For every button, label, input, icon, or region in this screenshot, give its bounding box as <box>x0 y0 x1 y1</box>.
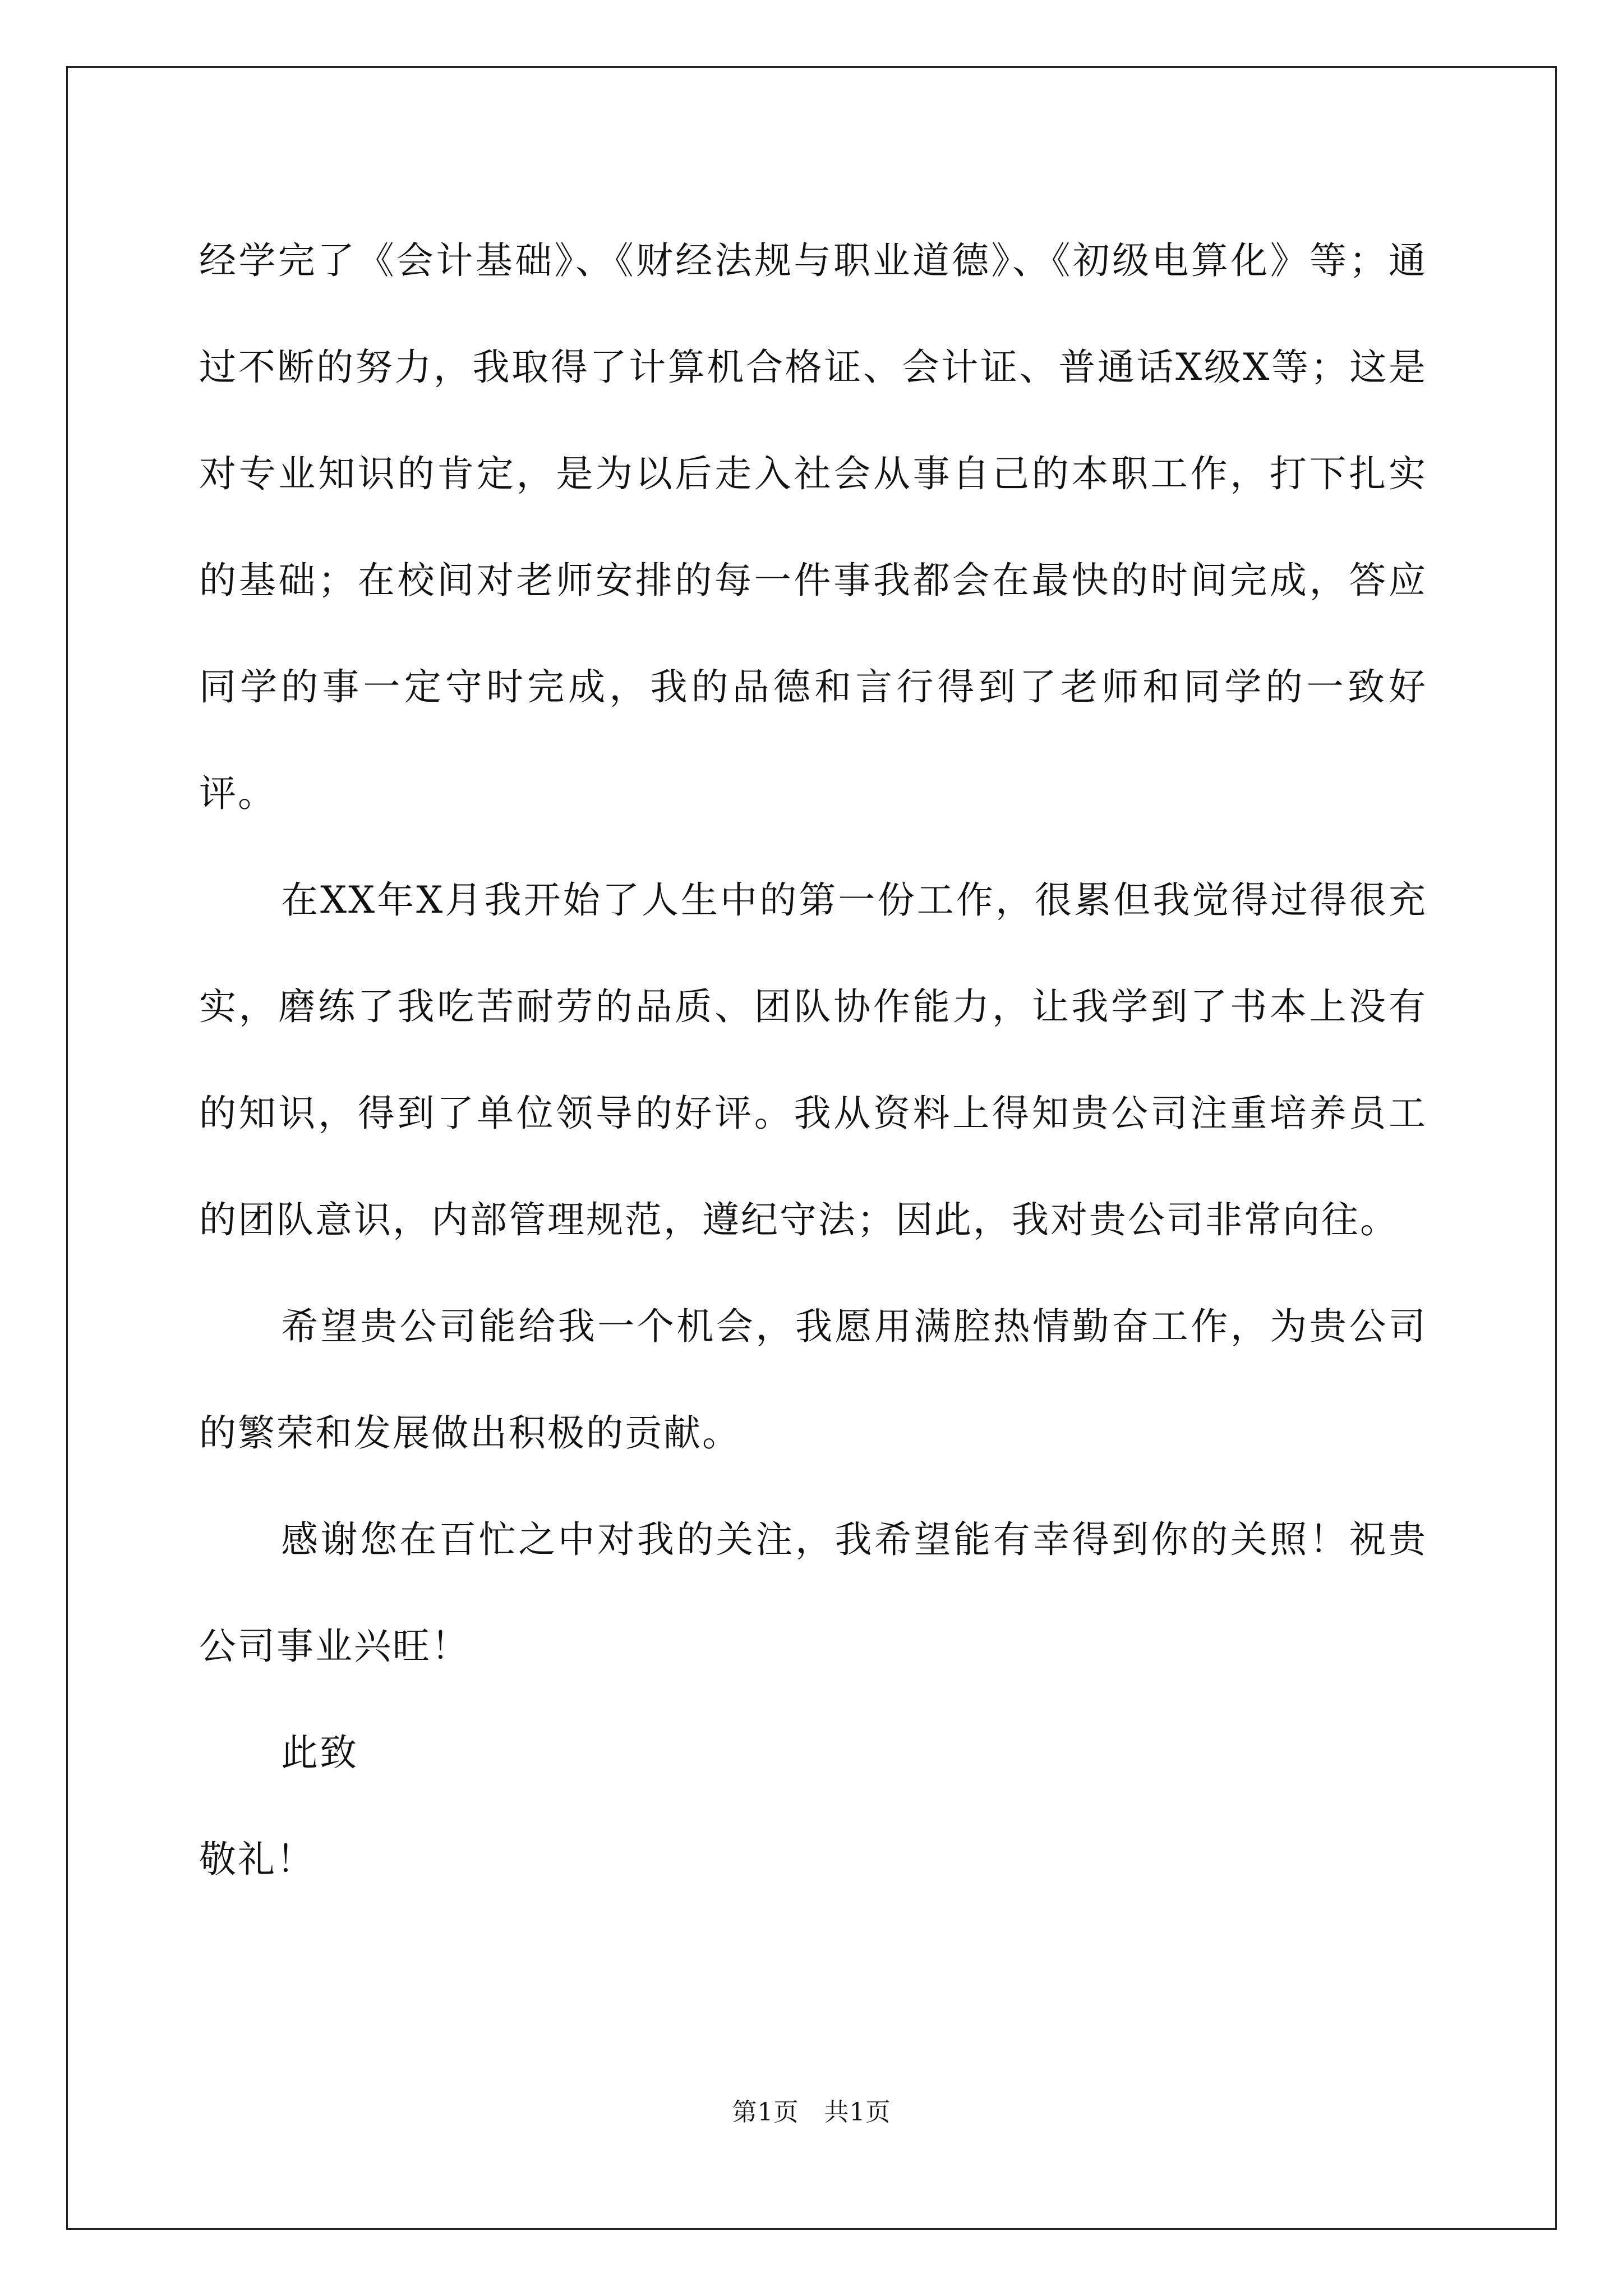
page-number: 第1页 <box>732 2098 799 2127</box>
letter-body <box>199 208 1427 1913</box>
page-footer <box>0 2096 1623 2129</box>
salutation-text: 敬礼！ <box>199 1838 315 1881</box>
page-total: 共1页 <box>824 2098 891 2127</box>
paragraph-work-experience: 在XX年X月我开始了人生中的第一份工作，很累但我觉得过得很充实，磨练了我吃苦耐劳的品质、团队协作能力，让我学到了书本上没有的知识，得到了单位领导的好评。我从资料上得知贵公司注重培养员工的团队意识，内部管理规范，遵纪守法；因此，我对贵公司非常向往。 <box>199 878 1427 1241</box>
closing-text: 此致 <box>281 1731 358 1774</box>
paragraph-thanks: 感谢您在百忙之中对我的关注，我希望能有幸得到你的关照！祝贵公司事业兴旺！ <box>199 1518 1427 1668</box>
paragraph-education: 经学完了《会计基础》、《财经法规与职业道德》、《初级电算化》等；通过不断的努力，我取得了计算机合格证、会计证、普通话X级X等；这是对专业知识的肯定，是为以后走入社会从事自己的本职工作，打下扎实的基础；在校间对老师安排的每一件事我都会在最快的时间完成，答应同学的事一定守时完成，我的品德和言行得到了老师和同学的一致好评。 <box>199 239 1427 815</box>
paragraph-hope: 希望贵公司能给我一个机会，我愿用满腔热情勤奋工作，为贵公司的繁荣和发展做出积极的贡献。 <box>199 1305 1427 1455</box>
